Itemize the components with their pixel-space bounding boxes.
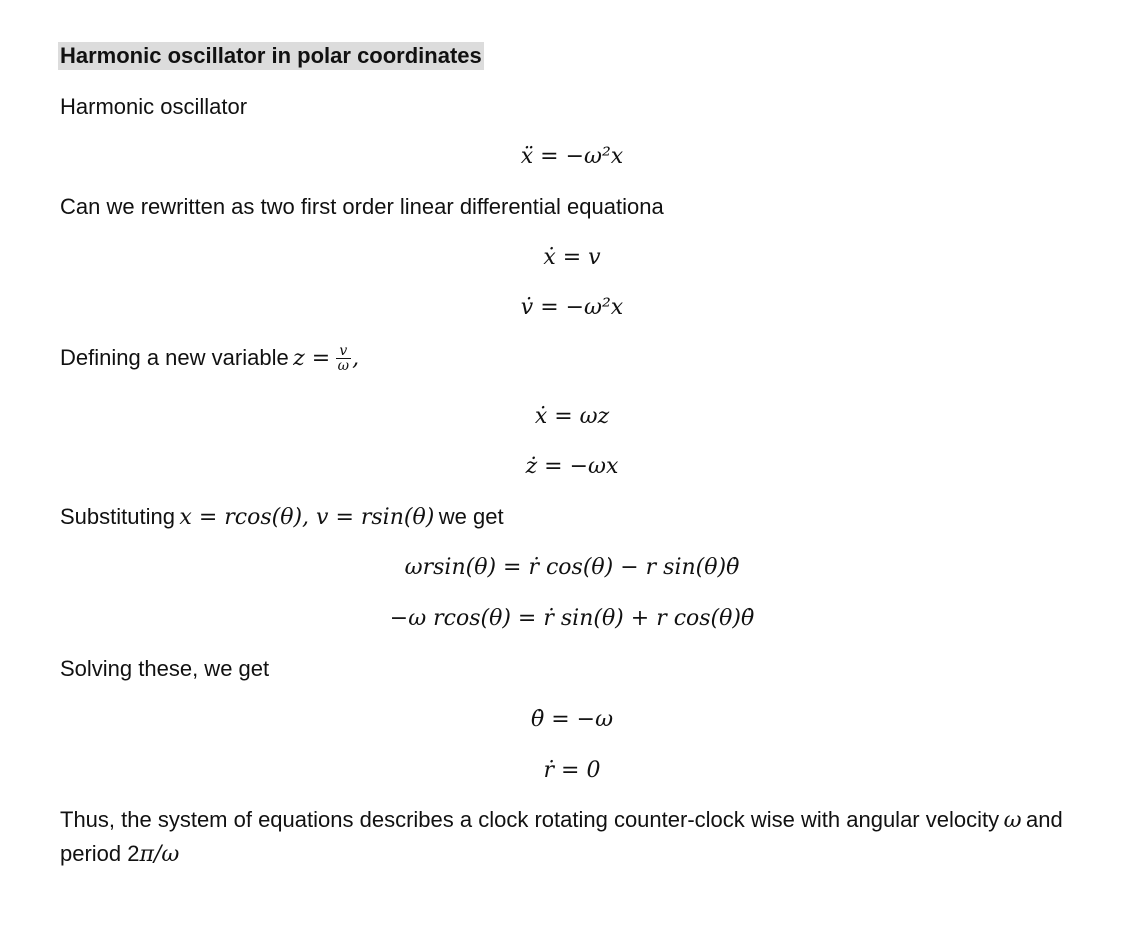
- defining-line: [60, 344, 359, 375]
- fraction-denominator: ω: [337, 358, 350, 375]
- equation-main: ẍ = −ω²x: [520, 144, 624, 169]
- equation-xdot-v: ẋ = v: [543, 245, 601, 270]
- conclusion-omega: ω: [1003, 808, 1022, 833]
- substituting-math: x = rcos(θ), v = rsin(θ): [179, 505, 435, 530]
- conclusion-period-math: π/ω: [139, 842, 180, 867]
- defining-fraction: [336, 344, 351, 373]
- substituting-line: [60, 503, 504, 532]
- defining-math-lhs: z =: [293, 346, 331, 371]
- conclusion-line-1: [60, 806, 1063, 835]
- conclusion-and: and: [1025, 807, 1063, 832]
- defining-text: Defining a new variable: [60, 345, 289, 370]
- equation-thetadot: θ̇ = −ω: [530, 707, 614, 732]
- equation-vdot: v̇ = −ω²x: [520, 295, 624, 320]
- rewrite-text: Can we rewritten as two first order linear differential equationa: [60, 194, 664, 219]
- equation-zdot: ż = −ωx: [525, 454, 619, 479]
- solving-text: Solving these, we get: [60, 656, 270, 681]
- equation-substitution-1: ωrsin(θ) = ṙ cos(θ) − r sin(θ)θ̇: [404, 555, 740, 580]
- document-title: Harmonic oscillator in polar coordinates: [60, 43, 482, 68]
- equation-xdot-wz: ẋ = ωz: [534, 404, 610, 429]
- substituting-text: Substituting: [60, 504, 175, 529]
- substituting-suffix: we get: [438, 504, 504, 529]
- conclusion-text: Thus, the system of equations describes a clock rotating counter-clock wise with angular velocity: [60, 807, 1000, 832]
- equation-substitution-2: −ω rcos(θ) = ṙ sin(θ) + r cos(θ)θ̇: [389, 606, 755, 631]
- defining-suffix: ,: [352, 346, 360, 371]
- conclusion-line-2: [60, 840, 179, 869]
- conclusion-period-prefix: period 2: [60, 841, 140, 866]
- equation-rdot: ṙ = 0: [543, 758, 601, 783]
- fraction-numerator: v: [336, 344, 351, 359]
- intro-text: Harmonic oscillator: [60, 94, 248, 119]
